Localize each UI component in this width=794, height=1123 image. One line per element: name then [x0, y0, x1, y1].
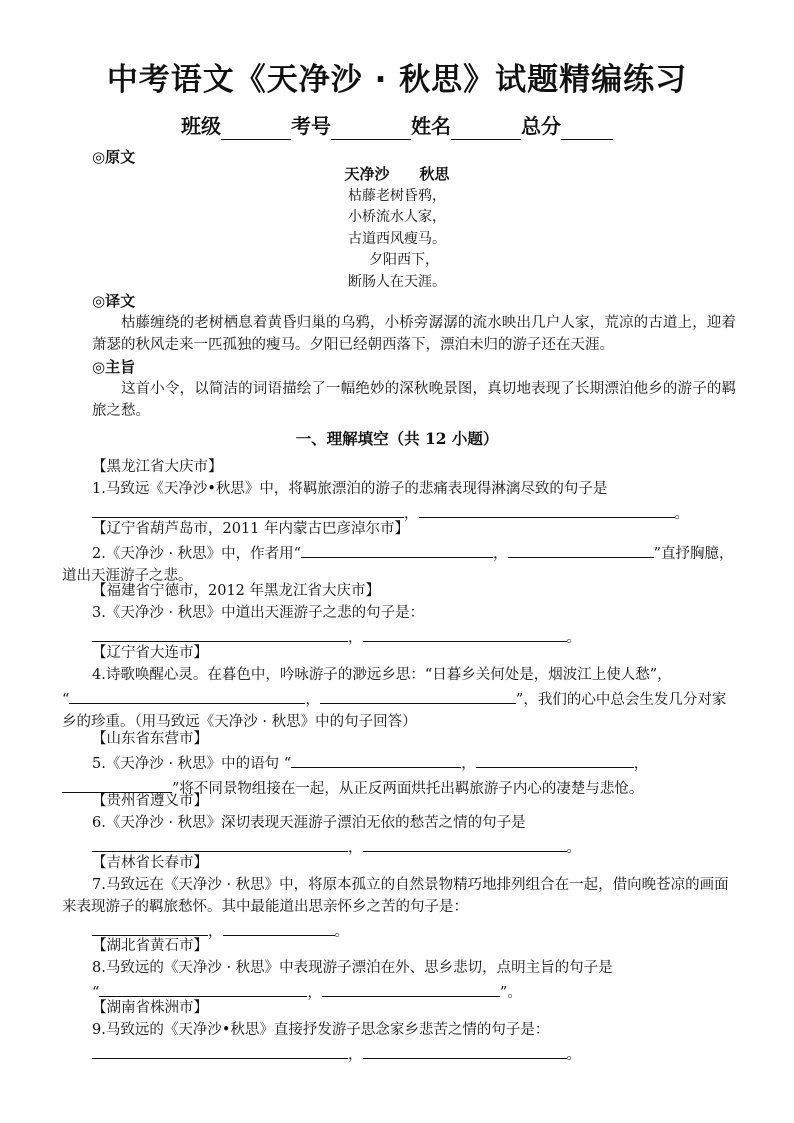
- question-text: 8.马致远的《天净沙 · 秋思》中表现游子漂泊在外、思乡悲切，点明主旨的句子是: [92, 960, 613, 976]
- question-8: [62, 935, 734, 1004]
- question-source: 【吉林省长春市】: [92, 855, 208, 871]
- question-source: 【山东省东营市】: [92, 731, 208, 747]
- punct: 。: [674, 506, 689, 522]
- answer-blank[interactable]: [508, 540, 654, 558]
- punct: ，: [348, 840, 363, 856]
- translation-heading: ◎译文: [92, 292, 136, 310]
- question-prefix: 2.《天净沙 · 秋思》中，作者用“: [92, 546, 302, 562]
- score-label: 总分: [521, 114, 561, 138]
- question-suffix: ”直抒胸臆，道出天涯游子之悲。: [62, 546, 734, 584]
- poem-line: 小桥流水人家，: [348, 209, 446, 225]
- name-blank[interactable]: [451, 119, 521, 140]
- question-1: [62, 456, 734, 525]
- question-6: [62, 790, 734, 859]
- theme-heading: ◎主旨: [92, 358, 136, 376]
- poem-line: 古道西风瘦马。: [348, 230, 446, 247]
- question-text: 3.《天净沙 · 秋思》中道出天涯游子之悲的句子是：: [92, 605, 425, 621]
- question-source: 【湖北省黄石市】: [92, 938, 208, 954]
- question-4: [62, 642, 734, 733]
- question-source: 【黑龙江省大庆市】: [92, 459, 223, 475]
- question-source: 【湖南省株洲市】: [92, 1000, 208, 1016]
- punct: 。: [566, 840, 581, 856]
- poem-line: 枯藤老树昏鸦，: [348, 187, 446, 204]
- punct: “: [92, 985, 100, 1001]
- theme-text: 这首小令，以简洁的词语描绘了一幅绝妙的深秋晚景图，真切地表现了长期漂泊他乡的游子的羁旅之愁。: [92, 381, 736, 419]
- answer-blank[interactable]: [92, 624, 348, 642]
- answer-line: [62, 1041, 734, 1066]
- translation-text: 枯藤缠绕的老树栖息着黄昏归巢的乌鸦，小桥旁潺潺的流水映出几户人家，荒凉的古道上，迎着萧瑟的秋风走来一匹孤独的瘦马。夕阳已经朝西落下，漂泊未归的游子还在天涯。: [92, 315, 736, 353]
- poem-title: 天净沙 秋思: [344, 165, 450, 183]
- answer-blank[interactable]: [363, 624, 567, 642]
- punct: 。: [566, 630, 581, 646]
- answer-blank[interactable]: [99, 979, 307, 997]
- exam-no-blank[interactable]: [331, 119, 411, 140]
- answer-blank[interactable]: [92, 918, 208, 936]
- answer-blank[interactable]: [92, 1041, 348, 1059]
- punct: ”。: [499, 985, 522, 1001]
- question-text-continued: [62, 686, 734, 733]
- punct: ，: [208, 924, 223, 940]
- poem-line: 断肠人在天涯。: [348, 273, 446, 290]
- class-label: 班级: [181, 114, 221, 138]
- answer-blank[interactable]: [419, 500, 675, 518]
- punct: ，: [307, 985, 322, 1001]
- question-text: 4.诗歌唤醒心灵。在暮色中，吟咏游子的渺远乡思：“日暮乡关何处是，烟波江上使人愁”，: [92, 667, 672, 683]
- answer-blank[interactable]: [363, 834, 567, 852]
- punct: 。: [566, 1047, 581, 1063]
- student-info-line: [0, 112, 794, 140]
- translation-section: [92, 290, 736, 422]
- question-3: [62, 580, 734, 649]
- answer-blank[interactable]: [320, 686, 516, 704]
- answer-blank[interactable]: [69, 686, 305, 704]
- question-suffix: ”，我们的心中总会生发几分对家乡的珍重。（用马致远《天净沙 · 秋思》中的句子回答）: [62, 692, 727, 730]
- name-label: 姓名: [411, 114, 451, 138]
- question-source: 【福建省宁德市，2012 年黑龙江省大庆市】: [92, 583, 381, 599]
- question-9: [62, 997, 734, 1066]
- punct: ，: [404, 506, 419, 522]
- page-title: 中考语文《天净沙 · 秋思》试题精编练习: [106, 62, 688, 98]
- question-source: 【辽宁省葫芦岛市，2011 年内蒙古巴彦淖尔市】: [92, 521, 410, 537]
- answer-blank[interactable]: [291, 750, 461, 768]
- question-text: 6.《天净沙 · 秋思》深切表现天涯游子漂泊无依的愁苦之情的句子是: [92, 815, 526, 831]
- question-2: [62, 518, 734, 587]
- answer-blank[interactable]: [92, 834, 348, 852]
- question-text: 9.马致远的《天净沙•秋思》直接抒发游子思念家乡悲苦之情的句子是：: [92, 1022, 550, 1038]
- punct: ，: [348, 1047, 363, 1063]
- answer-blank[interactable]: [223, 918, 335, 936]
- punct: “: [62, 692, 70, 708]
- class-blank[interactable]: [221, 119, 291, 140]
- poem-line: 夕阳西下，: [369, 252, 439, 268]
- question-suffix: ”将不同景物组接在一起，从正反两面烘托出羁旅游子内心的凄楚与悲怆。: [172, 781, 644, 797]
- question-source: 【贵州省遵义市】: [92, 793, 208, 809]
- question-7: [62, 852, 734, 943]
- answer-blank[interactable]: [301, 540, 493, 558]
- punct: ，: [633, 756, 649, 772]
- punct: ，: [305, 692, 320, 708]
- answer-blank[interactable]: [92, 500, 404, 518]
- answer-blank[interactable]: [363, 1041, 567, 1059]
- punct: ，: [461, 756, 476, 772]
- answer-blank[interactable]: [322, 979, 500, 997]
- answer-blank[interactable]: [476, 750, 634, 768]
- section-heading: ◎原文: [92, 148, 136, 166]
- score-blank[interactable]: [561, 119, 613, 140]
- question-text: 1.马致远《天净沙•秋思》中，将羁旅漂泊的游子的悲痛表现得淋漓尽致的句子是: [92, 481, 608, 497]
- punct: ，: [493, 546, 508, 562]
- part-one-title: 一、理解填空（共 12 小题）: [295, 429, 499, 448]
- poem: [0, 164, 794, 293]
- question-text: 7.马致远在《天净沙 · 秋思》中，将原本孤立的自然景物精巧地排列组合在一起，借向晚苍凉的画面来表现游子的羁旅愁怀。其中最能道出思亲怀乡之苦的句子是：: [62, 877, 729, 915]
- question-source: 【辽宁省大连市】: [92, 645, 208, 661]
- question-prefix: 5.《天净沙 · 秋思》中的语句 “: [92, 756, 292, 772]
- punct: 。: [334, 924, 349, 940]
- punct: ，: [348, 630, 363, 646]
- exam-no-label: 考号: [291, 114, 331, 138]
